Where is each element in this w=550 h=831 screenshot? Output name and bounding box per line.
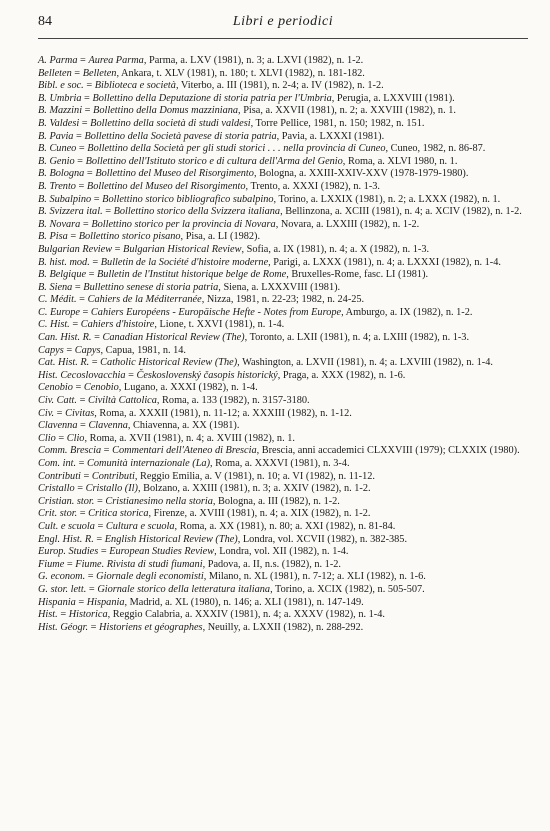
periodical-entry: Can. Hist. R. = Canadian Historical Review (The), Toronto, a. LXII (1981), n. 4; a. LXIII (1982), n. 1-3.: [38, 332, 470, 344]
entry-details: , Bolzano, a. XXIII (1981), n. 3; a. XXIV (1982), n. 1-2.: [137, 483, 371, 495]
periodical-entry: B. Subalpino = Bollettino storico bibliografico subalpino, Torino, a. LXXIX (1981), n. 2; a. LXXX (1982), n. 1.: [38, 193, 501, 205]
entry-title: Clio: [66, 432, 85, 444]
entry-title: Contributi: [91, 470, 135, 482]
periodicals-list: [38, 55, 528, 634]
entry-abbreviation: Engl. Hist. R.: [38, 533, 94, 545]
entry-details: , Roma, a. XLVI 1980, n. 1.: [342, 155, 458, 167]
entry-title: Giornale degli economisti: [96, 571, 204, 583]
entry-details: , Perugia, a. LXXVIII (1981).: [331, 92, 455, 104]
entry-abbreviation: Bulgarian Review: [38, 243, 113, 255]
entry-title: Belleten: [82, 67, 117, 79]
entry-details: , Lugano, a. XXXI (1982), n. 1-4.: [118, 382, 258, 394]
entry-details: , Amburgo, a. IX (1982), n. 1-2.: [341, 306, 473, 318]
entry-abbreviation: B. Subalpino: [38, 193, 92, 205]
entry-title: Historiens et géographes: [99, 621, 203, 633]
periodical-entry: Civ. = Civitas, Roma, a. XXXII (1981), n. 11-12; a. XXXIII (1982), n. 1-12.: [38, 407, 352, 419]
periodical-entry: Bibl. e soc. = Biblioteca e società, Viterbo, a. III (1981), n. 2-4; a. IV (1982), n. 1-2.: [38, 80, 384, 92]
entry-details: , Parma, a. LXV (1981), n. 3; a. LXVI (1982), n. 1-2.: [143, 55, 364, 66]
entry-title: Bollettino della Domus mazziniana: [93, 105, 239, 117]
periodical-entry: G. econom. = Giornale degli economisti, Milano, n. XL (1981), n. 7-12; a. XLI (1982), n. 1-6.: [38, 571, 426, 583]
page-number: 84: [38, 14, 52, 29]
periodical-entry: B. Valdesi = Bollettino della società di studi valdesi, Torre Pellice, 1981, n. 150; 1982, n. 151.: [38, 117, 425, 129]
entry-abbreviation: Comm. Brescia: [38, 445, 102, 457]
entry-abbreviation: B. Umbria: [38, 92, 82, 104]
entry-details: , Reggio Emilia, a. V (1981), n. 10; a. VI (1982), n. 11-12.: [134, 470, 375, 482]
periodical-entry: Capys = Capys, Capua, 1981, n. 14.: [38, 344, 186, 356]
entry-abbreviation: C. Médit.: [38, 294, 77, 306]
entry-abbreviation: Cat. Hist. R.: [38, 357, 90, 369]
entry-details: , Ankara, t. XLV (1981), n. 180; t. XLVI (1982), n. 181-182.: [116, 67, 365, 79]
entry-abbreviation: A. Parma: [38, 55, 78, 66]
entry-title: Aurea Parma: [88, 55, 144, 66]
periodical-entry: Hist. Cecoslovacchia = Československý časopis historický, Praga, a. XXX (1982), n. 1-6.: [38, 369, 406, 381]
entry-abbreviation: Civ. Catt.: [38, 395, 77, 407]
periodical-entry: B. Svizzera ital. = Bollettino storico della Svizzera italiana, Bellinzona, a. XCIII (1981), n. 4; a. XCIV (1982), n. 1-2.: [38, 206, 522, 218]
periodical-entry: Comm. Brescia = Commentari dell'Ateneo di Brescia, Brescia, anni accademici CLXXVIII (1979); CLXXIX (1980).: [38, 445, 520, 457]
periodical-entry: Belleten = Belleten, Ankara, t. XLV (1981), n. 180; t. XLVI (1982), n. 181-182.: [38, 67, 365, 79]
entry-title: Bollettino storico della Svizzera italiana: [113, 206, 281, 218]
entry-title: Fiume. Rivista di studi fiumani: [75, 558, 203, 570]
entry-title: Bollettino della Società pavese di storia patria: [84, 130, 277, 142]
entry-abbreviation: Cristian. stor.: [38, 495, 95, 507]
periodical-entry: Cenobio = Cenobio, Lugano, a. XXXI (1982), n. 1-4.: [38, 382, 258, 394]
entry-details: , Londra, vol. XCVII (1982), n. 382-385.: [237, 533, 408, 545]
periodical-entry: Cristian. stor. = Cristianesimo nella storia, Bologna, a. III (1982), n. 1-2.: [38, 495, 340, 507]
entry-abbreviation: Belleten: [38, 67, 72, 79]
entry-abbreviation: B. Cuneo: [38, 143, 77, 155]
entry-details: , Roma, a. XVII (1981), n. 4; a. XVIII (1982), n. 1.: [84, 432, 295, 444]
entry-details: , Milano, n. XL (1981), n. 7-12; a. XLI (1982), n. 1-6.: [203, 571, 426, 583]
periodical-entry: Clio = Clio, Roma, a. XVII (1981), n. 4; a. XVIII (1982), n. 1.: [38, 432, 295, 444]
entry-abbreviation: B. Bologna: [38, 168, 85, 180]
periodical-entry: Cristallo = Cristallo (Il), Bolzano, a. XXIII (1981), n. 3; a. XXIV (1982), n. 1-2.: [38, 483, 371, 495]
periodical-entry: B. Novara = Bollettino storico per la provincia di Novara, Novara, a. LXXIII (1982), n. 1-2.: [38, 218, 420, 230]
entry-details: , Roma, a. XXXVI (1981), n. 3-4.: [210, 458, 350, 469]
periodical-entry: A. Parma = Aurea Parma, Parma, a. LXV (1981), n. 3; a. LXVI (1982), n. 1-2.: [38, 55, 364, 66]
entry-title: Giornale storico della letteratura italiana: [97, 583, 271, 595]
entry-abbreviation: Clio: [38, 432, 56, 444]
entry-details: , Sofia, a. IX (1981), n. 4; a. X (1982), n. 1-3.: [241, 243, 430, 255]
entry-details: , Lione, t. XXVI (1981), n. 1-4.: [154, 319, 285, 331]
header-rule: [38, 38, 528, 39]
periodical-entry: B. hist. mod. = Bulletin de la Société d'histoire moderne, Parigi, a. LXXX (1981), n. 4; a. LXXXI (1982), n. 1-4.: [38, 256, 501, 268]
entry-title: Bollettino della Società per gli studi storici . . . nella provincia di Cuneo: [87, 143, 386, 155]
periodical-entry: C. Europe = Cahiers Européens - Europäische Hefte - Notes from Europe, Amburgo, a. IX (1982), n. 1-2.: [38, 306, 473, 318]
entry-abbreviation: Can. Hist. R.: [38, 332, 92, 344]
entry-details: , Viterbo, a. III (1981), n. 2-4; a. IV (1982), n. 1-2.: [175, 80, 384, 92]
entry-details: , Cuneo, 1982, n. 86-87.: [385, 143, 486, 155]
periodical-entry: Hispania = Hispania, Madrid, a. XL (1980), n. 146; a. XLI (1981), n. 147-149.: [38, 596, 364, 608]
periodical-entry: Civ. Catt. = Civiltà Cattolica, Roma, a. 133 (1982), n. 3157-3180.: [38, 395, 310, 407]
entry-title: Civiltà Cattolica: [87, 395, 157, 407]
entry-title: Canadian Historical Review (The): [102, 332, 245, 344]
entry-abbreviation: C. Hist.: [38, 319, 70, 331]
entry-details: , Washington, a. LXVII (1981), n. 4; a. LXVIII (1982), n. 1-4.: [237, 357, 493, 369]
periodical-entry: G. stor. lett. = Giornale storico della letteratura italiana, Torino, a. XCIX (1982), n. 505-507.: [38, 583, 425, 595]
periodical-entry: C. Médit. = Cahiers de la Méditerranée, Nizza, 1981, n. 22-23; 1982, n. 24-25.: [38, 294, 365, 306]
periodical-entry: Crit. stor. = Critica storica, Firenze, a. XVIII (1981), n. 4; a. XIX (1982), n. 1-2.: [38, 508, 371, 520]
entry-title: Bulletin de la Société d'histoire moderne: [100, 256, 269, 268]
entry-abbreviation: B. Trento: [38, 180, 76, 192]
entry-title: Bollettino storico per la provincia di Novara: [91, 218, 276, 230]
entry-title: Cahiers de la Méditerranée: [87, 294, 202, 306]
entry-details: , Roma, a. XX (1981), n. 80; a. XXI (1982), n. 81-84.: [174, 520, 396, 532]
running-title: Libri e periodici: [232, 14, 334, 29]
entry-abbreviation: Cenobio: [38, 382, 73, 394]
entry-abbreviation: Clavenna: [38, 420, 78, 432]
entry-details: , Bellinzona, a. XCIII (1981), n. 4; a. XCIV (1982), n. 1-2.: [280, 206, 522, 218]
entry-abbreviation: C. Europe: [38, 306, 80, 318]
entry-abbreviation: B. Pavia: [38, 130, 74, 142]
entry-abbreviation: Bibl. e soc.: [38, 80, 84, 92]
periodical-entry: Cult. e scuola = Cultura e scuola, Roma, a. XX (1981), n. 80; a. XXI (1982), n. 81-84.: [38, 520, 396, 532]
entry-details: , Padova, a. II, n.s. (1982), n. 1-2.: [202, 558, 341, 570]
entry-details: , Parigi, a. LXXX (1981), n. 4; a. LXXXI (1982), n. 1-4.: [268, 256, 501, 268]
periodical-entry: B. Bologna = Bollettino del Museo del Risorgimento, Bologna, a. XXIII-XXIV-XXV (1978-1979-1980).: [38, 168, 469, 180]
entry-details: , Pisa, a. XXVII (1981), n. 2; a. XXVIII (1982), n. 1.: [238, 105, 456, 117]
entry-details: , Londra, vol. XII (1982), n. 1-4.: [214, 546, 349, 558]
entry-details: , Torino, a. XCIX (1982), n. 505-507.: [270, 583, 425, 595]
periodical-entry: C. Hist. = Cahiers d'histoire, Lione, t. XXVI (1981), n. 1-4.: [38, 319, 285, 331]
entry-abbreviation: Hist. Cecoslovacchia: [38, 369, 126, 381]
periodical-entry: Europ. Studies = European Studies Review, Londra, vol. XII (1982), n. 1-4.: [38, 546, 349, 558]
entry-title: English Historical Review (The): [104, 533, 238, 545]
entry-details: , Pisa, a. LI (1982).: [180, 231, 261, 243]
entry-title: Cahiers d'histoire: [80, 319, 155, 331]
periodical-entry: Contributi = Contributi, Reggio Emilia, a. V (1981), n. 10; a. VI (1982), n. 11-12.: [38, 470, 375, 482]
entry-abbreviation: Fiume: [38, 558, 65, 570]
entry-abbreviation: Contributi: [38, 470, 81, 482]
entry-title: Critica storica: [88, 508, 149, 520]
entry-details: , Trento, a. XXXI (1982), n. 1-3.: [245, 180, 380, 192]
entry-title: Cenobio: [83, 382, 119, 394]
entry-details: , Nizza, 1981, n. 22-23; 1982, n. 24-25.: [201, 294, 365, 306]
entry-abbreviation: B. Belgique: [38, 269, 87, 281]
entry-details: , Capua, 1981, n. 14.: [100, 344, 186, 356]
entry-title: Cultura e scuola: [105, 520, 175, 532]
entry-details: , Roma, a. XXXII (1981), n. 11-12; a. XXXIII (1982), n. 1-12.: [94, 407, 352, 419]
entry-details: , Chiavenna, a. XX (1981).: [127, 420, 240, 432]
periodical-entry: B. Pavia = Bollettino della Società pavese di storia patria, Pavia, a. LXXXI (1981).: [38, 130, 385, 142]
entry-title: Bollettino del Museo del Risorgimento: [95, 168, 254, 180]
entry-details: , Bruxelles-Rome, fasc. LI (1981).: [286, 269, 429, 281]
periodical-entry: B. Belgique = Bulletin de l'Institut historique belge de Rome, Bruxelles-Rome, fasc. LI (1981).: [38, 269, 429, 281]
entry-abbreviation: B. Svizzera ital.: [38, 206, 103, 218]
periodical-entry: B. Mazzini = Bollettino della Domus mazziniana, Pisa, a. XXVII (1981), n. 2; a. XXVIII (1982), n. 1.: [38, 105, 456, 117]
entry-abbreviation: B. Valdesi: [38, 117, 80, 129]
entry-details: , Torino, a. LXXIX (1981), n. 2; a. LXXX (1982), n. 1.: [273, 193, 501, 205]
entry-details: , Roma, a. 133 (1982), n. 3157-3180.: [156, 395, 310, 407]
page-header: [38, 14, 528, 34]
entry-abbreviation: Hist.: [38, 609, 58, 621]
entry-abbreviation: G. econom.: [38, 571, 86, 583]
entry-abbreviation: B. Mazzini: [38, 105, 83, 117]
entry-abbreviation: Hispania: [38, 596, 76, 608]
periodical-entry: Fiume = Fiume. Rivista di studi fiumani, Padova, a. II, n.s. (1982), n. 1-2.: [38, 558, 341, 570]
entry-abbreviation: B. Genio: [38, 155, 75, 167]
entry-abbreviation: G. stor. lett.: [38, 583, 87, 595]
entry-details: , Novara, a. LXXIII (1982), n. 1-2.: [275, 218, 420, 230]
periodical-entry: Com. int. = Comunità internazionale (La), Roma, a. XXXVI (1981), n. 3-4.: [38, 458, 350, 469]
entry-title: Capys: [74, 344, 101, 356]
entry-details: , Brescia, anni accademici CLXXVIII (1979); CLXXIX (1980).: [256, 445, 520, 457]
entry-title: Bullettino senese di storia patria: [83, 281, 219, 293]
periodical-entry: Clavenna = Clavenna, Chiavenna, a. XX (1981).: [38, 420, 240, 432]
periodical-entry: Hist. = Historica, Reggio Calabria, a. XXXIV (1981), n. 4; a. XXXV (1982), n. 1-4.: [38, 609, 385, 621]
periodical-entry: B. Trento = Bollettino del Museo del Risorgimento, Trento, a. XXXI (1982), n. 1-3.: [38, 180, 380, 192]
entry-abbreviation: Capys: [38, 344, 64, 356]
entry-title: Bollettino del Museo del Risorgimento: [86, 180, 246, 192]
entry-title: Bulletin de l'Institut historique belge de Rome: [97, 269, 287, 281]
entry-abbreviation: Civ.: [38, 407, 55, 419]
entry-details: , Siena, a. LXXXVIII (1981).: [218, 281, 341, 293]
entry-title: Cristianesimo nella storia: [105, 495, 213, 507]
entry-title: Clavenna: [88, 420, 128, 432]
entry-title: Cahiers Européens - Europäische Hefte - Notes from Europe: [90, 306, 342, 318]
periodical-entry: Cat. Hist. R. = Catholic Historical Review (The), Washington, a. LXVII (1981), n. 4; a. LXVIII (1982), n. 1-4.: [38, 357, 493, 369]
periodical-entry: B. Genio = Bollettino dell'Istituto storico e di cultura dell'Arma del Genio, Roma, a. XLVI 1980, n. 1.: [38, 155, 458, 167]
entry-details: , Pavia, a. LXXXI (1981).: [276, 130, 385, 142]
entry-title: Commentari dell'Ateneo di Brescia: [112, 445, 257, 457]
periodical-entry: B. Siena = Bullettino senese di storia patria, Siena, a. LXXXVIII (1981).: [38, 281, 341, 293]
entry-details: , Firenze, a. XVIII (1981), n. 4; a. XIX (1982), n. 1-2.: [148, 508, 371, 520]
entry-abbreviation: Hist. Géogr.: [38, 621, 89, 633]
entry-title: Comunità internazionale (La): [87, 458, 211, 469]
entry-title: Bulgarian Historical Review: [123, 243, 242, 255]
entry-details: , Praga, a. XXX (1982), n. 1-6.: [277, 369, 406, 381]
entry-title: Biblioteca e società: [94, 80, 176, 92]
entry-title: European Studies Review: [109, 546, 215, 558]
entry-title: Bollettino della società di studi valdesi: [90, 117, 251, 129]
periodical-entry: Hist. Géogr. = Historiens et géographes, Neuilly, a. LXXII (1982), n. 288-292.: [38, 621, 364, 633]
entry-abbreviation: Crit. stor.: [38, 508, 78, 520]
entry-title: Bollettino storico bibliografico subalpino: [102, 193, 274, 205]
entry-details: , Neuilly, a. LXXII (1982), n. 288-292.: [202, 621, 364, 633]
entry-details: , Reggio Calabria, a. XXXIV (1981), n. 4; a. XXXV (1982), n. 1-4.: [107, 609, 385, 621]
entry-title: Cristallo (Il): [85, 483, 138, 495]
entry-title: Bollettino dell'Istituto storico e di cultura dell'Arma del Genio: [85, 155, 343, 167]
entry-title: Historica: [68, 609, 108, 621]
entry-title: Catholic Historical Review (The): [100, 357, 238, 369]
periodical-entry: B. Umbria = Bollettino della Deputazione di storia patria per l'Umbria, Perugia, a. LXXVIII (1981).: [38, 92, 455, 104]
periodical-entry: Bulgarian Review = Bulgarian Historical Review, Sofia, a. IX (1981), n. 4; a. X (1982), n. 1-3.: [38, 243, 430, 255]
entry-abbreviation: Cristallo: [38, 483, 75, 495]
entry-title: Civitas: [65, 407, 95, 419]
entry-title: Československý časopis historický: [136, 369, 278, 381]
entry-details: , Madrid, a. XL (1980), n. 146; a. XLI (1981), n. 147-149.: [124, 596, 364, 608]
entry-abbreviation: Com. int.: [38, 458, 77, 469]
entry-abbreviation: B. hist. mod.: [38, 256, 90, 268]
entry-details: , Bologna, a. III (1982), n. 1-2.: [212, 495, 340, 507]
entry-details: , Bologna, a. XXIII-XXIV-XXV (1978-1979-1980).: [253, 168, 469, 180]
entry-title: Hispania: [86, 596, 125, 608]
entry-title: Bollettino storico pisano: [78, 231, 181, 243]
entry-abbreviation: Cult. e scuola: [38, 520, 95, 532]
entry-abbreviation: B. Pisa: [38, 231, 68, 243]
periodical-entry: Engl. Hist. R. = English Historical Review (The), Londra, vol. XCVII (1982), n. 382-385.: [38, 533, 408, 545]
periodical-entry: B. Cuneo = Bollettino della Società per gli studi storici . . . nella provincia di Cuneo, Cuneo, 1982, n. 86-87.: [38, 143, 486, 155]
entry-details: , Toronto, a. LXII (1981), n. 4; a. LXIII (1982), n. 1-3.: [244, 332, 470, 344]
entry-abbreviation: Europ. Studies: [38, 546, 99, 558]
entry-title: Bollettino della Deputazione di storia patria per l'Umbria: [92, 92, 332, 104]
periodical-entry: B. Pisa = Bollettino storico pisano, Pisa, a. LI (1982).: [38, 231, 261, 243]
entry-details: , Torre Pellice, 1981, n. 150; 1982, n. 151.: [250, 117, 425, 129]
entry-abbreviation: B. Siena: [38, 281, 73, 293]
entry-abbreviation: B. Novara: [38, 218, 81, 230]
